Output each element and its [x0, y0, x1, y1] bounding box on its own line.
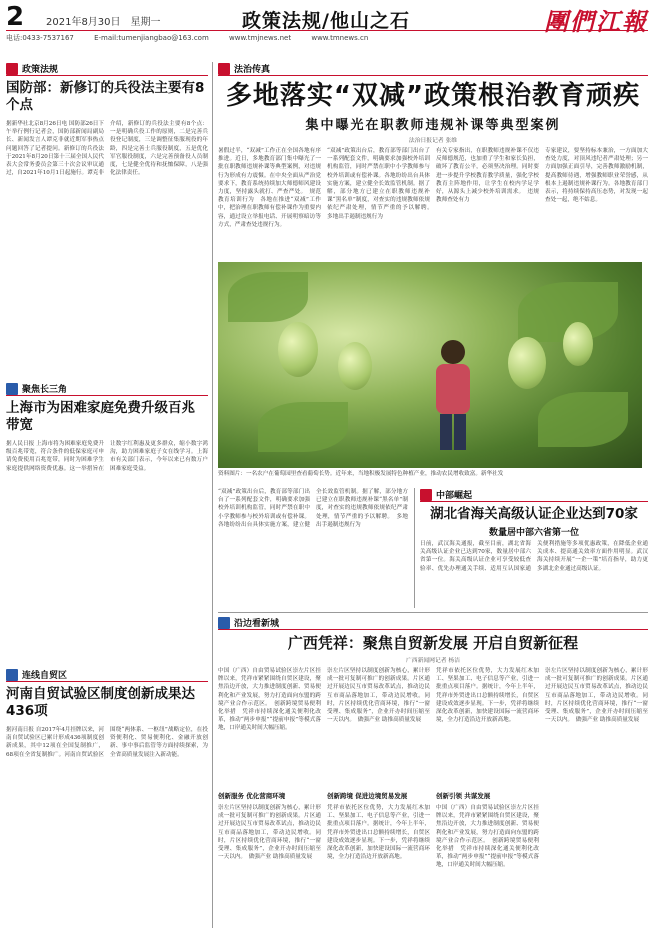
newspaper-logo: 團們江報	[544, 7, 648, 36]
article-title: 湖北省海关高级认证企业达到70家	[430, 506, 638, 522]
masthead	[6, 2, 648, 36]
article-col-2: “双减”政策出台后，教育部等部门出台了一系列配套文件，明确要求加强校外培训机构监管，同时严禁在职中小学教师参与校外培训或有偿补课。各地纷纷出台具体实施方案，建立健全长效监管机制。据了解，部分地方已建立在职教师违规补课“黑名单”制度，对查实的违规教师依规依纪严肃处理，情节严重的予以解聘。 多地出手遏制违规行为	[327, 148, 436, 220]
column-divider	[414, 488, 415, 608]
article-columns	[218, 147, 648, 247]
article-subtitle: 数量居中部六省第一位	[488, 528, 579, 538]
article-henan-ftz	[6, 668, 208, 928]
issue-date: 2021年8月30日 星期一	[46, 17, 161, 28]
article-title: 上海市为困难家庭免费升级百兆带宽	[6, 400, 195, 433]
contact-phone: 电话:0433-7537167	[6, 34, 74, 42]
article-pingxiang-ftz	[218, 616, 648, 928]
column-divider	[212, 62, 213, 928]
headline: 多地落实“双减”政策根治教育顽疾	[225, 81, 641, 111]
article-title: 国防部：新修订的兵役法主要有8个点	[6, 80, 205, 113]
contact-email: E-mail:tumenjiangbao@163.com	[94, 34, 209, 42]
tag-marker-icon	[218, 63, 230, 75]
article-col-1: 暑假过半，“双减”工作正在全国各地有序推进。近日，多地教育部门集中曝光了一批在职教师违规补课等典型案例，对违规行为形成有力震慑。在中央全面从严治党要求下，教育系统持续加大师德师风建设力度，坚持露头就打、严查严处。 规范教育培训行为 各地在推进“双减”工作中，把治理在职教师有偿补课作为重要内容，通过设立举报电话、开展明察暗访等方式，严肃查处违规行为。	[218, 148, 321, 228]
article-source: 法治日报记者 张维	[408, 138, 458, 144]
section-tag: 中部崛起	[420, 488, 648, 502]
section-tag: 沿边看新城	[218, 616, 648, 630]
article-military-service-law	[6, 62, 208, 350]
article-title: 广西凭祥：聚焦自贸新发展 开启自贸新征程	[287, 634, 579, 652]
article-col-3: 凭祥市依托区位优势，大力发展红木加工、坚果加工、电子信息等产业，引进一批重点项目落户。据统计，今年上半年，凭祥市外贸进出口总额持续增长，自贸区建设成效逐步显现。下一步，凭祥将继续深化改革创新，加快建设国际一流营商环境，全力打造沿边开放新高地。 创新引领 共谋发展 中国（广西）自由贸易试验区崇左片区挂牌以来，凭祥市紧紧围绕自贸区建设，聚焦沿边开放，大力推进制度创新、贸易便利化和产业发展，努力打造面向东盟的跨境产业合作示范区。 创新跨境贸易便利化举措 凭祥市持续深化通关便利化改革，推动“两步申报”“提前申报”等模式落地，口岸通关时间大幅压缩。	[436, 668, 539, 869]
tag-marker-icon	[6, 383, 18, 395]
subheadline: 集中曝光在职教师违规补课等典型案例	[305, 118, 561, 133]
article-col-1: 中国（广西）自由贸易试验区崇左片区挂牌以来，凭祥市紧紧围绕自贸区建设，聚焦沿边开放，大力推进制度创新、贸易便利化和产业发展，努力打造面向东盟的跨境产业合作示范区。 创新跨境贸易便利化举措 凭祥市持续深化通关便利化改革，推动“两步申报”“提前申报”等模式落地，口岸通关时间大幅压缩。 创新服务 优化营商环境 崇左片区坚持以制度创新为核心，累计形成一批可复制可推广的创新成果。片区通过开展边民互市贸易改革试点，推动边民互市商品落地加工，带动边民增收。同时，片区持续优化营商环境，推行“一窗受理、集成服务”，企业开办时间压缩至一天以内。 做强产业 助推高质量发展	[218, 668, 321, 861]
vineyard-photo	[218, 262, 642, 468]
contact-website: www.tmjnews.net	[229, 34, 292, 42]
article-subhead: 创新跨境 促进边境贸易发展	[327, 792, 408, 800]
article-col-2: 崇左片区坚持以制度创新为核心，累计形成一批可复制可推广的创新成果。片区通过开展边民互市贸易改革试点，推动边民互市商品落地加工，带动边民增收。同时，片区持续优化营商环境，推行“一窗受理、集成服务”，企业开办时间压缩至一天以内。 做强产业 助推高质量发展 创新跨境 促进边境贸易发展 凭祥市依托区位优势，大力发展红木加工、坚果加工、电子信息等产业，引进一批重点项目落户。据统计，今年上半年，凭祥市外贸进出口总额持续增长，自贸区建设成效逐步显现。下一步，凭祥将继续深化改革创新，加快建设国际一流营商环境，全力打造沿边开放新高地。	[327, 668, 430, 861]
article-hubei-customs	[420, 488, 648, 610]
farmer-figure	[418, 332, 488, 452]
article-body: 据河南日报 自2017年4月挂牌以来，河南自贸试验区已累计形成436项制度创新成果，其中12项在全国复制推广，68项在全省复制推广。河南自贸试验区围绕“两体系、一枢纽”战略定位，在投资便利化、贸易便利化、金融开放创新、事中事后监管等方面持续探索，为全省高质量发展注入新动能。	[6, 727, 208, 758]
article-subhead: 创新引领 共谋发展	[436, 792, 491, 800]
section-title: 政策法规/他山之石	[242, 10, 410, 32]
article-double-reduction	[218, 62, 648, 260]
page-number: 2	[6, 2, 25, 32]
article-continued-text: “双减”政策出台后，教育部等部门出台了一系列配套文件，明确要求加强校外培训机构监管，同时严禁在职中小学教师参与校外培训或有偿补课。各地纷纷出台具体实施方案，建立健全长效监管机制。据了解，部分地方已建立在职教师违规补课“黑名单”制度，对查实的违规教师依规依纪严肃处理，情节严重的予以解聘。 多地出手遏制违规行为	[218, 489, 408, 528]
section-tag: 聚焦长三角	[6, 382, 208, 396]
article-body: 据人民日报 上海市将为困难家庭免费升级百兆带宽，符合条件的低保家庭可申请免费使用百兆宽带，同时为困难学生家庭提供网络资费优惠。这一举措旨在让数字红利惠及更多群众，缩小数字鸿沟，助力困难家庭子女在线学习。上海市有关部门表示，今年以来已有数万户困难家庭受益。	[6, 441, 208, 472]
section-tag: 政策法规	[6, 62, 208, 76]
article-col-4: 崇左片区坚持以制度创新为核心，累计形成一批可复制可推广的创新成果。片区通过开展边民互市贸易改革试点，推动边民互市商品落地加工，带动边民增收。同时，片区持续优化营商环境，推行“一窗受理、集成服务”，企业开办时间压缩至一天以内。 做强产业 助推高质量发展	[545, 668, 648, 724]
tag-marker-icon	[6, 669, 18, 681]
article-body: 据新华社北京8月26日电 国防部26日下午举行例行记者会，国防部新闻局副局长、新闻发言人谭克非就近期军事热点问题回答了记者提问。新修订的兵役法于2021年8月20日第十三届全国人民代表大会常务委员会第三十次会议审议通过，自2021年10月1日起施行。谭克非介绍，新修订的兵役法主要有8个点：一是明确兵役工作的原则，二是完善兵役登记制度，三是调整征集服现役的年龄，四是完善士兵服役制度，五是优化军官服役制度，六是完善预备役人员制度，七是健全优待和抚恤保障，八是强化法律责任。	[6, 121, 208, 177]
section-divider	[218, 612, 648, 613]
article-col-3: 有关专家指出，在职教师违规补课不仅违反师德规范，也加重了学生和家长负担，破坏了教育公平，必须坚决治理。同时要进一步提升学校教育教学质量，强化学校教育主阵地作用，让学生在校内学足学好，从源头上减少校外培训需求。 违规教师查处有力	[436, 148, 539, 204]
section-tag: 法治传真	[218, 62, 648, 76]
article-title: 河南自贸试验区制度创新成果达436项	[6, 686, 195, 719]
article-byline: 广西新闻网记者 杨洁	[405, 658, 460, 664]
tag-marker-icon	[6, 63, 18, 75]
photo-caption: 资料图片：一名农户在葡萄园里查看葡萄长势。近年来，当地积极发展特色种植产业，推动农民增收致富。新华社发	[218, 471, 504, 477]
article-columns	[218, 667, 648, 923]
article-body: 日前，武汉海关通报，截至目前，湖北省海关高级认证企业已达到70家，数量居中部六省第一位。海关高级认证企业可享受较低查验率、优先办理通关手续、适用互认国家通关便利措施等多项优惠政策，在降低企业通关成本、提高通关效率方面作用明显。武汉海关持续开展“一企一策”培育指导，助力更多湖北企业通过高级认证。	[420, 541, 648, 572]
article-subhead: 创新服务 优化营商环境	[218, 792, 286, 800]
tag-marker-icon	[420, 489, 432, 501]
section-tag: 连线自贸区	[6, 668, 208, 682]
article-col-4: 专家建议，要坚持标本兼治，一方面加大查处力度，对顶风违纪者严肃处理；另一方面加强正面引导，完善教师激励机制，提高教师待遇，增强教师职业荣誉感，从根本上遏制违规补课行为。各地教育部门表示，将持续保持高压态势，对发现一起查处一起，绝不姑息。	[545, 148, 648, 204]
article-continued-left	[218, 488, 408, 608]
contact-bar	[6, 30, 648, 42]
contact-website-2: www.tmnews.cn	[311, 34, 369, 42]
article-shanghai-broadband	[6, 382, 208, 650]
tag-marker-icon	[218, 617, 230, 629]
